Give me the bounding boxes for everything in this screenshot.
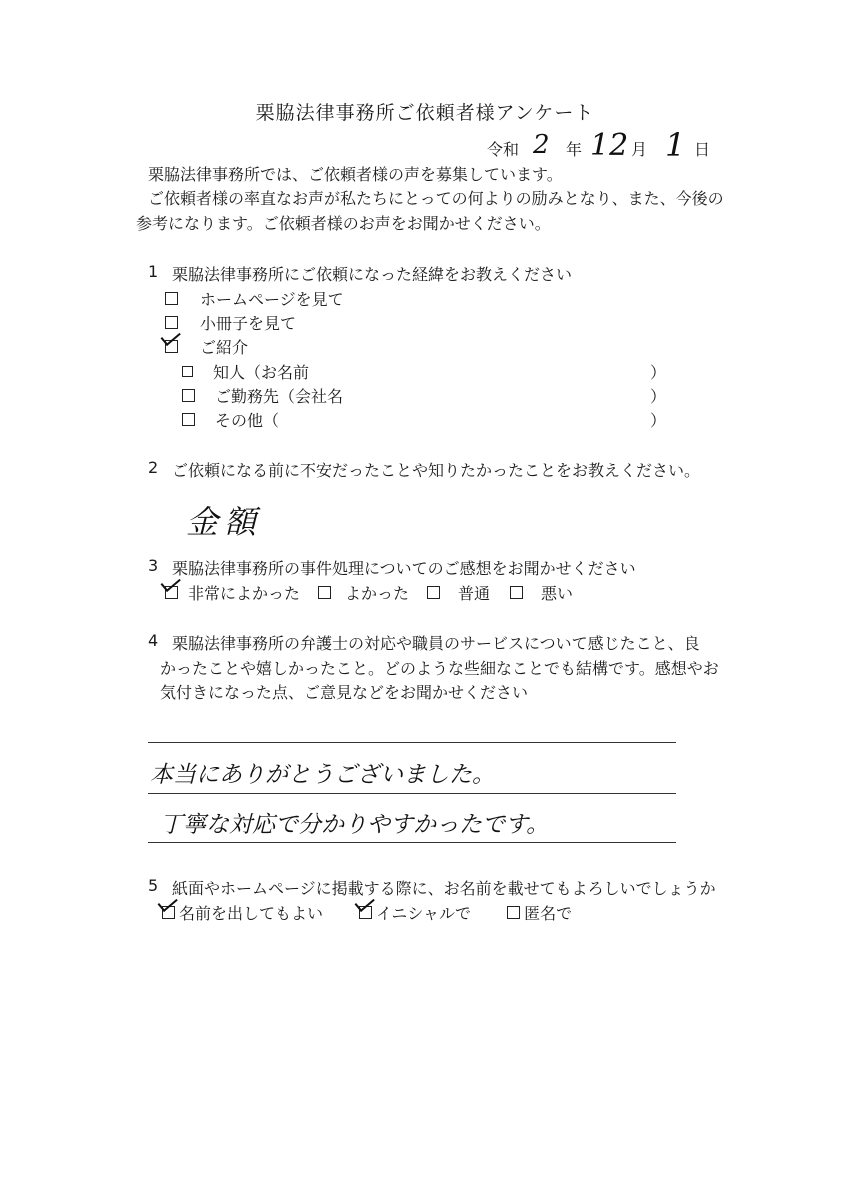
q1-sub-option-workplace[interactable] bbox=[182, 384, 343, 407]
q4-question-line-2: かったことや嬉しかったこと。どのような些細なことでも結構です。感想やお bbox=[160, 659, 719, 678]
q3-options bbox=[165, 581, 573, 604]
close-paren: ） bbox=[650, 363, 667, 382]
option-label: ご紹介 bbox=[200, 338, 249, 357]
q4-question-line-3: 気付きになった点、ご意見などをお聞かせください bbox=[160, 683, 529, 702]
option-label: イニシャルで bbox=[376, 904, 472, 923]
option-label: 普通 bbox=[458, 584, 491, 603]
checkbox-referral[interactable] bbox=[165, 340, 178, 353]
date-year-unit: 年 bbox=[566, 140, 583, 159]
q4-question-line-1: 栗脇法律事務所の弁護士の対応や職員のサービスについて感じたこと、良 bbox=[172, 634, 700, 653]
q3-number: 3 bbox=[148, 556, 159, 575]
intro-line-1: 栗脇法律事務所では、ご依頼者様の声を募集しています。 bbox=[148, 165, 563, 184]
q3-question: 栗脇法律事務所の事件処理についてのご感想をお聞かせください bbox=[172, 559, 636, 578]
answer-rule bbox=[148, 742, 676, 743]
q1-option-booklet[interactable] bbox=[165, 311, 296, 334]
checkbox-acquaintance[interactable] bbox=[182, 366, 193, 377]
option-label: よかった bbox=[345, 584, 410, 603]
q1-option-referral[interactable] bbox=[165, 335, 248, 358]
checkbox-workplace[interactable] bbox=[182, 389, 195, 402]
q5-question: 紙面やホームページに掲載する際に、お名前を載せてもよろしいでしょうか bbox=[172, 879, 716, 898]
option-label: その他（ bbox=[215, 411, 280, 430]
checkbox-average[interactable] bbox=[427, 586, 440, 599]
option-label: 小冊子を見て bbox=[200, 314, 297, 333]
option-label: 匿名で bbox=[524, 904, 573, 923]
intro-line-3: 参考になります。ご依頼者様のお声をお聞かせください。 bbox=[136, 214, 551, 233]
option-label: ご勤務先（会社名 bbox=[215, 387, 344, 406]
option-label: 名前を出してもよい bbox=[179, 904, 324, 923]
q1-question: 栗脇法律事務所にご依頼になった経緯をお教えください bbox=[172, 265, 573, 284]
q2-question: ご依頼になる前に不安だったことや知りたかったことをお教えください。 bbox=[172, 461, 701, 480]
q1-sub-option-other[interactable] bbox=[182, 408, 279, 431]
date-era: 令和 bbox=[487, 140, 520, 159]
option-label: ホームページを見て bbox=[200, 290, 344, 309]
checkbox-good[interactable] bbox=[318, 586, 331, 599]
answer-rule bbox=[148, 793, 676, 794]
answer-rule bbox=[148, 842, 676, 843]
checkbox-initials[interactable] bbox=[359, 906, 372, 919]
checkbox-booklet[interactable] bbox=[165, 316, 178, 329]
intro-line-2: ご依頼者様の率直なお声が私たちにとっての何よりの励みとなり、また、今後の bbox=[148, 189, 724, 208]
date-day-unit: 日 bbox=[694, 140, 711, 159]
q5-number: 5 bbox=[148, 876, 159, 895]
close-paren: ） bbox=[650, 387, 667, 406]
date-day-value: 1 bbox=[665, 126, 686, 164]
q4-number: 4 bbox=[148, 631, 159, 650]
q2-handwritten-answer: 金額 bbox=[186, 503, 263, 541]
q4-handwritten-answer-line-2: 丁寧な対応で分かりやすかったです。 bbox=[160, 812, 550, 838]
q1-number: 1 bbox=[148, 262, 159, 281]
checkbox-name-ok[interactable] bbox=[162, 906, 175, 919]
option-label: 悪い bbox=[541, 584, 574, 603]
checkbox-very-good[interactable] bbox=[165, 586, 178, 599]
option-label: 知人（お名前 bbox=[213, 363, 310, 382]
q1-sub-option-acquaintance[interactable] bbox=[182, 360, 309, 383]
checkbox-homepage[interactable] bbox=[165, 292, 178, 305]
q1-option-homepage[interactable] bbox=[165, 287, 344, 310]
checkbox-anonymous[interactable] bbox=[507, 906, 520, 919]
option-label: 非常によかった bbox=[188, 584, 301, 603]
close-paren: ） bbox=[650, 411, 667, 430]
checkbox-bad[interactable] bbox=[510, 586, 523, 599]
checkbox-other[interactable] bbox=[182, 413, 195, 426]
date-month-unit: 月 bbox=[631, 140, 648, 159]
q4-handwritten-answer-line-1: 本当にありがとうございました。 bbox=[150, 762, 495, 788]
q5-options bbox=[162, 901, 572, 924]
date-year-value: 2 bbox=[533, 130, 550, 160]
q2-number: 2 bbox=[148, 458, 159, 477]
page-title: 栗脇法律事務所ご依頼者様アンケート bbox=[255, 102, 595, 124]
date-month-value: 12 bbox=[590, 128, 629, 163]
